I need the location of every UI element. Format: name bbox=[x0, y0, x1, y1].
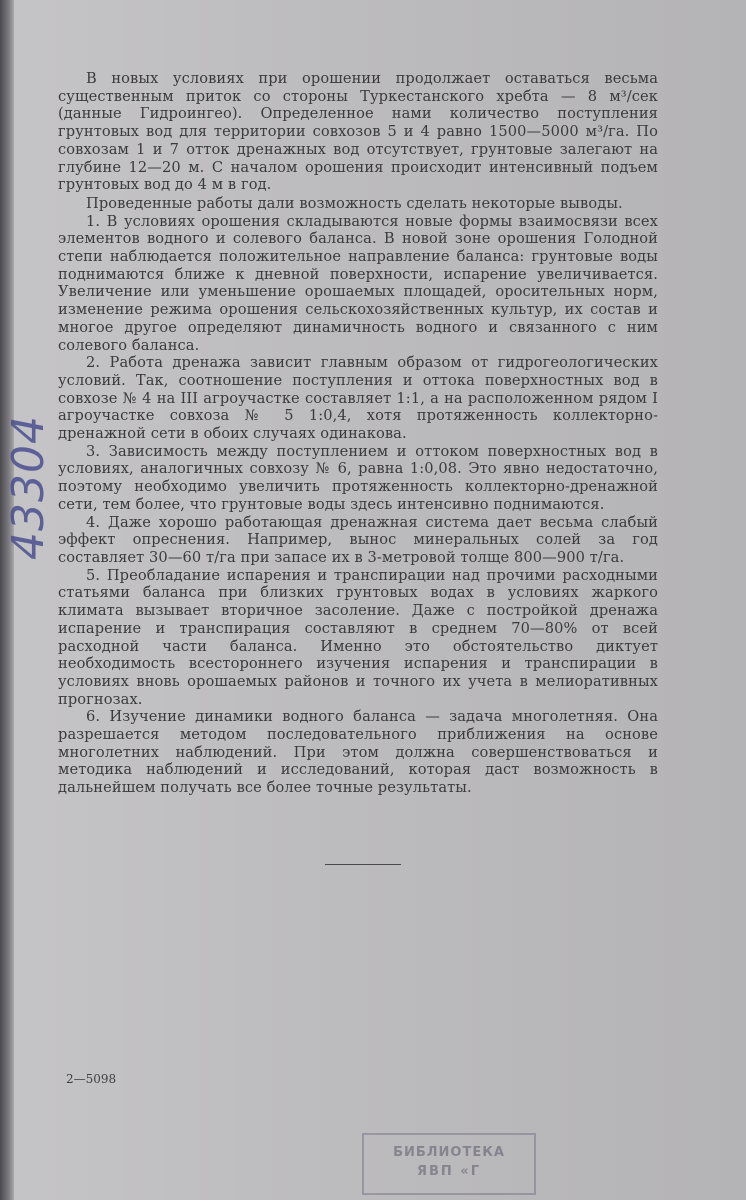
paragraph-conclusion-3: 3. Зависимость между поступлением и оттоком поверхностных вод в условиях, аналогичных совхозу № 6, равна 1:0,08. Это явно недостаточно, поэтому необходимо увеличить протяженность коллекторно-дренажной сети, тем более, что грунтовые воды здесь интенсивно поднимаются. bbox=[58, 442, 658, 513]
stamp-line-1: БИБЛИОТЕКА bbox=[393, 1145, 505, 1160]
section-divider bbox=[325, 864, 401, 865]
body-text bbox=[58, 70, 658, 797]
paragraph-intro: В новых условиях при орошении продолжает оставаться весьма существенным приток со стороны Туркестанского хребта — 8 м³/сек (данные Гидроингео). Определенное нами количество поступления грунтовых вод для территории совхозов 5 и 4 равно 1500—5000 м³/га. По совхозам 1 и 7 отток дренажных вод отсутствует, грунтовые залегают на глубине 12—20 м. С началом орошения происходит интенсивный подъем грунтовых вод до 4 м в год. bbox=[58, 70, 658, 194]
paragraph-conclusion-6: 6. Изучение динамики водного баланса — задача многолетняя. Она разрешается методом последовательного приближения на основе многолетних наблюдений. При этом должна совершенствоваться и методика наблюдений и исследований, которая даст возможность в дальнейшем получать все более точные результаты. bbox=[58, 708, 658, 797]
library-stamp bbox=[362, 1133, 536, 1195]
stamp-line-2: ЯВП «Г bbox=[416, 1164, 481, 1179]
paragraph-conclusion-5: 5. Преобладание испарения и транспирации над прочими расходными статьями баланса при близких грунтовых водах в условиях жаркого климата вызывает вторичное засоление. Даже с постройкой дренажа испарение и транспирация составляют в среднем 70—80% от всей расходной части баланса. Именно это обстоятельство диктует необходимость всестороннего изучения испарения и транспирации в условиях вновь орошаемых районов и точного их учета в мелиоративных прогнозах. bbox=[58, 566, 658, 708]
page-binding-edge bbox=[0, 0, 14, 1200]
paragraph-conclusion-4: 4. Даже хорошо работающая дренажная система дает весьма слабый эффект опреснения. Например, вынос минеральных солей за год составляет 30—60 т/га при запасе их в 3-метровой толще 800—900 т/га. bbox=[58, 513, 658, 566]
print-code: 2—5098 bbox=[66, 1072, 117, 1086]
handwritten-inventory-number: 43304 bbox=[3, 415, 54, 560]
paragraph-conclusion-1: 1. В условиях орошения складываются новые формы взаимосвязи всех элементов водного и солевого баланса. В новой зоне орошения Голодной степи наблюдается положительное направление баланса: грунтовые воды поднимаются ближе к дневной поверхности, испарение увеличивается. Увеличение или уменьшение орошаемых площадей, оросительных норм, изменение режима орошения сельскохозяйственных культур, их состав и многое другое определяют динамичность водного и связанного с ним солевого баланса. bbox=[58, 212, 658, 354]
paragraph-conclusions-lead: Проведенные работы дали возможность сделать некоторые выводы. bbox=[86, 194, 623, 212]
paragraph-conclusion-2: 2. Работа дренажа зависит главным образом от гидрогеологических условий. Так, соотношение поступления и оттока поверхностных вод в совхозе № 4 на III агроучастке составляет 1:1, а на расположенном рядом I агроучастке совхоза № 5 1:0,4, хотя протяженность коллекторно-дренажной сети в обоих случаях одинакова. bbox=[58, 354, 658, 443]
